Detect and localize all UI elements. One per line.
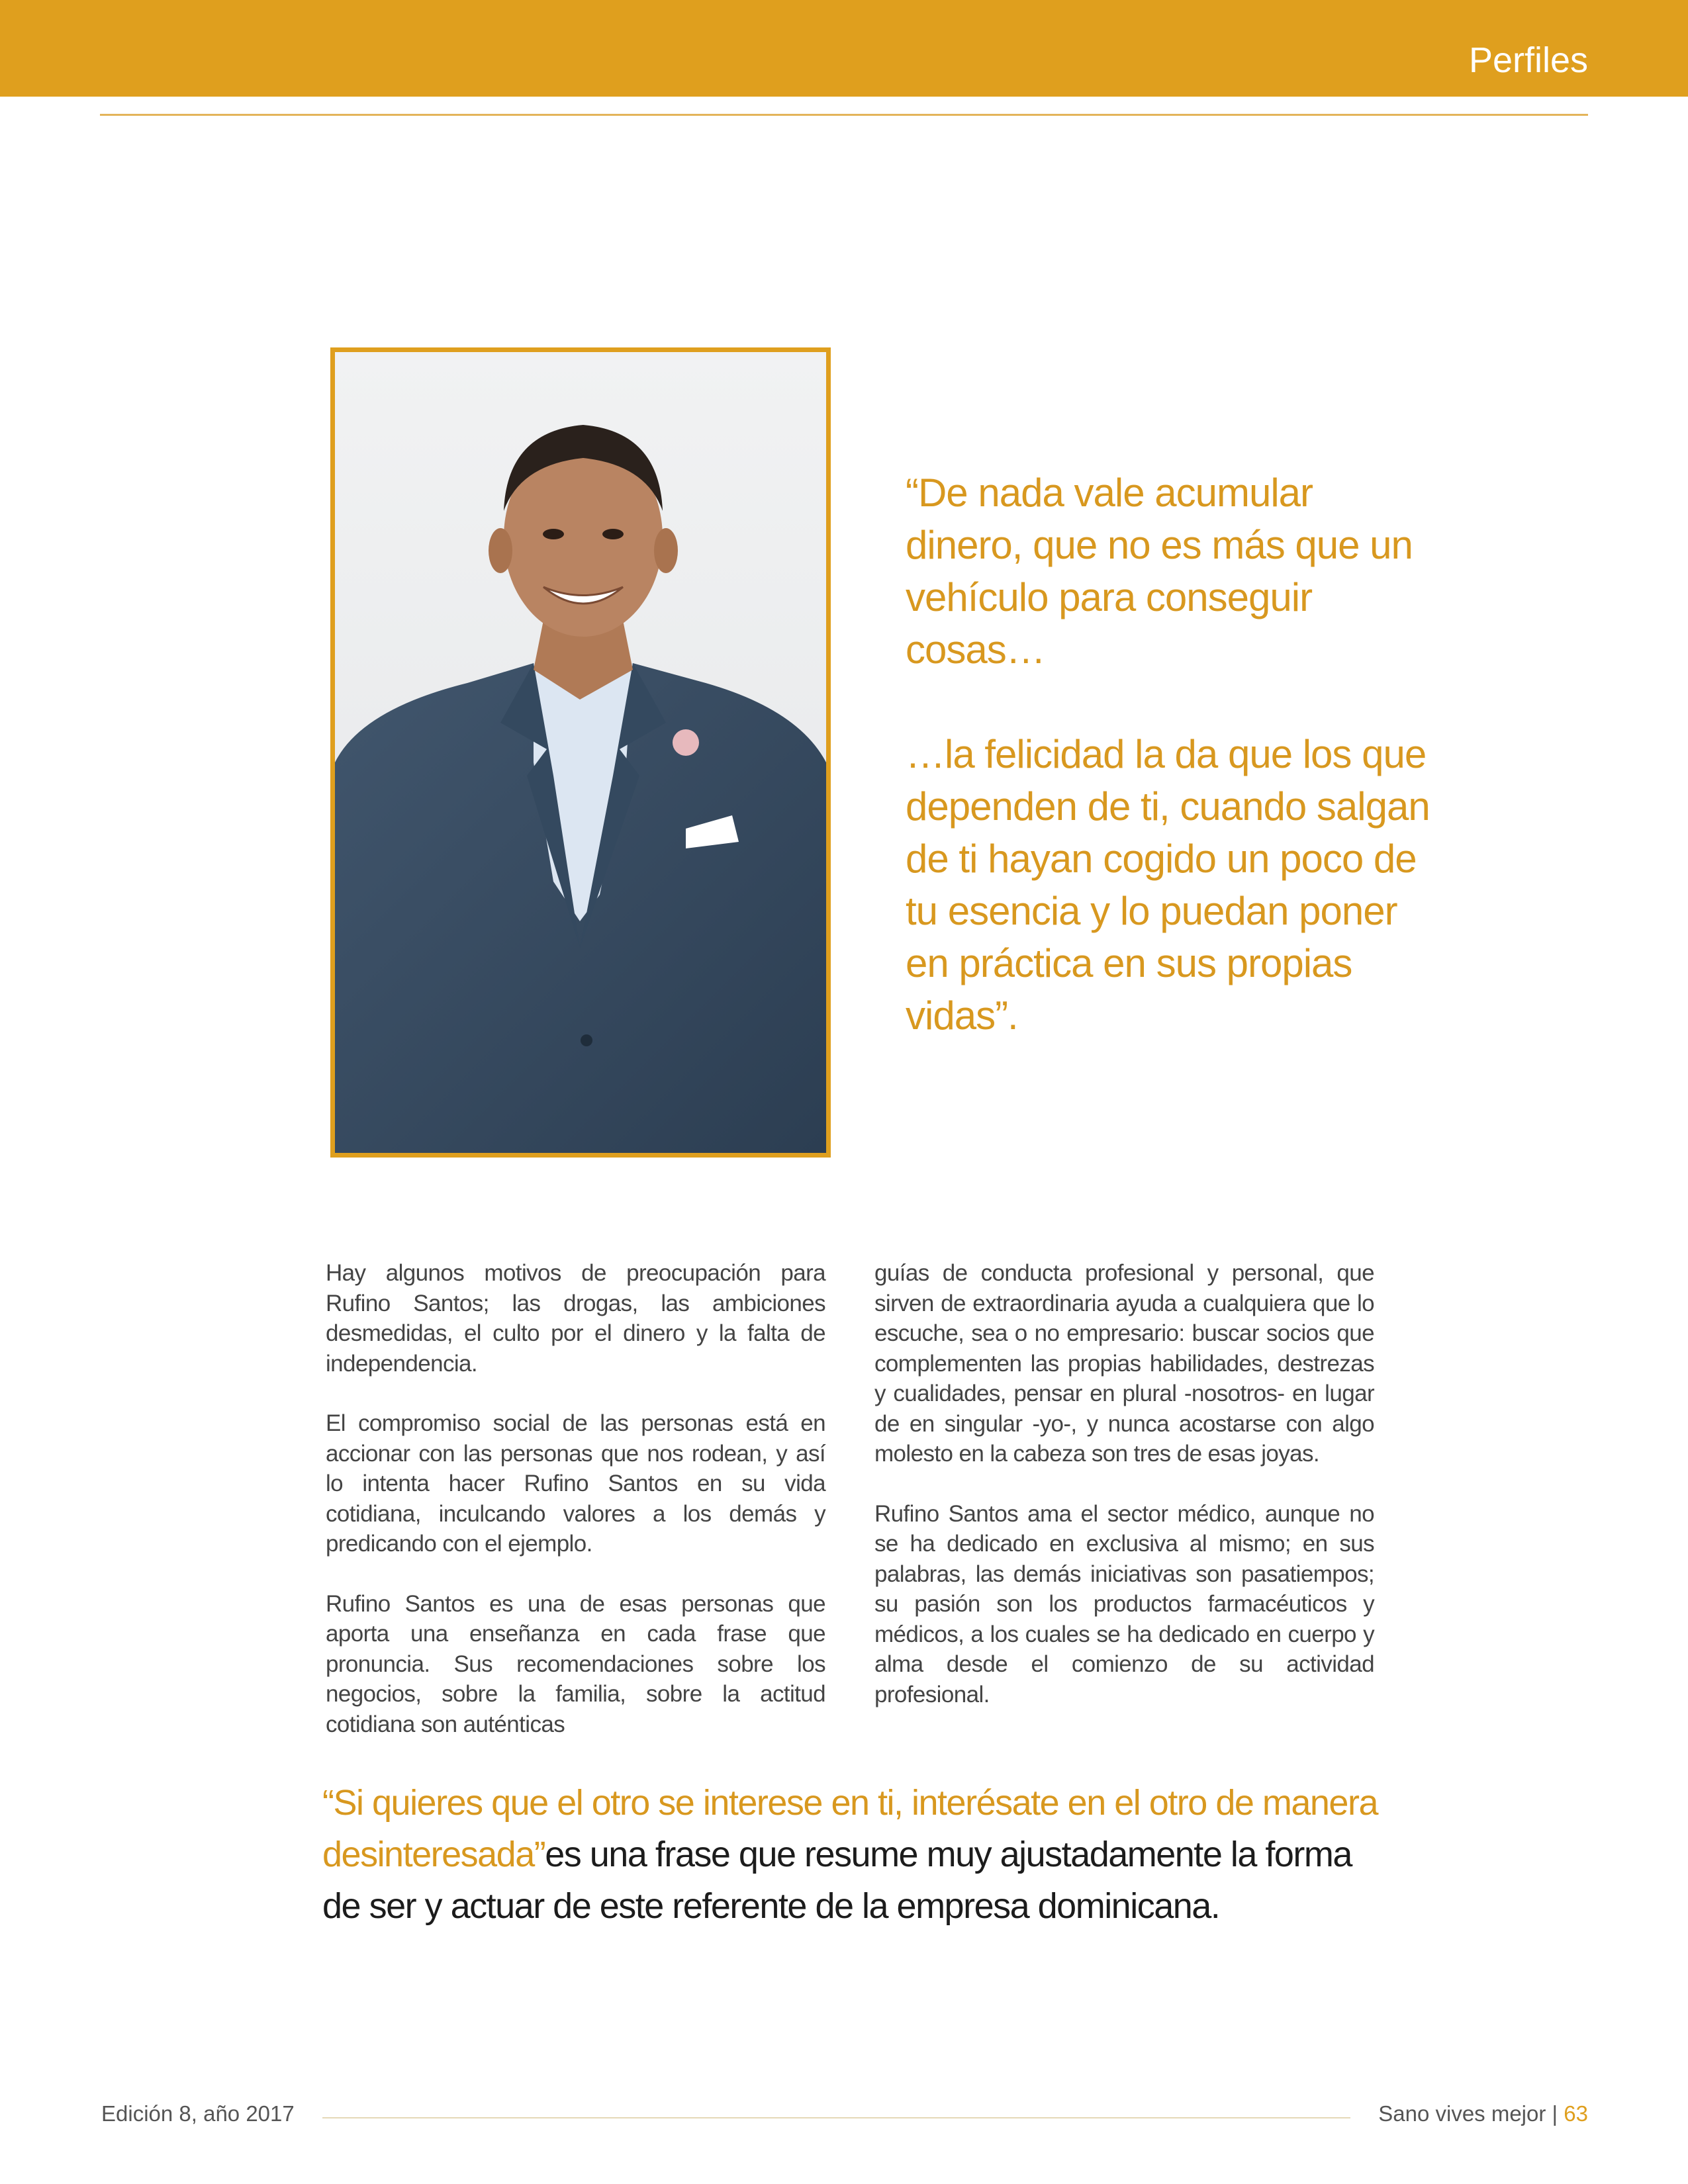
paragraph: Rufino Santos es una de esas personas que aporta una enseñanza en cada frase que pronuncia. Sus recomendaciones sobre los negocios, sobre la familia, sobre la actitud cotidiana son auténticas (326, 1590, 825, 1737)
header-divider (100, 114, 1588, 116)
pull-quote (906, 467, 1435, 1042)
paragraph: guías de conducta profesional y personal, que sirven de extraordinaria ayuda a cualquiera que lo escuche, sea o no empresario: buscar socios que complementen las propias habilidades, destrezas y cualidades, pensar en plural -nosotros- en lugar de en singular -yo-, y nunca acostarse con algo molesto en la cabeza son tres de esas joyas. (874, 1260, 1374, 1467)
closing-statement (322, 1777, 1395, 1932)
pull-quote-part-2: …la felicidad la da que los que dependen de ti, cuando salgan de ti hayan cogido un poco de tu esencia y lo puedan poner en práctica en sus propias vidas”. (906, 732, 1430, 1038)
magazine-name: Sano vives mejor | (1378, 2101, 1558, 2126)
pull-quote-part-1: “De nada vale acumular dinero, que no es más que un vehículo para conseguir cosas… (906, 471, 1413, 672)
header-bar (0, 0, 1688, 97)
portrait-photo-icon (335, 352, 826, 1153)
closing-quote: “Si quieres que el otro se interese en ti, interésate en el otro de manera desinteresada” (322, 1783, 1378, 1874)
footer-divider (322, 2117, 1350, 2118)
body-column-left (326, 1258, 825, 1769)
paragraph: El compromiso social de las personas está en accionar con las personas que nos rodean, y así lo intenta hacer Rufino Santos en su vida cotidiana, inculcando valores a los demás y predicando con el ejemplo. (326, 1410, 825, 1557)
footer-edition: Edición 8, año 2017 (101, 2101, 295, 2126)
page-number: 63 (1564, 2101, 1588, 2126)
portrait-photo (330, 347, 831, 1158)
body-column-right (874, 1258, 1374, 1739)
footer-magazine (1378, 2101, 1588, 2126)
section-title: Perfiles (1468, 40, 1588, 80)
paragraph: Rufino Santos ama el sector médico, aunque no se ha dedicado en exclusiva al mismo; en sus palabras, las demás iniciativas son pasatiempos; su pasión son los productos farmacéuticos y médicos, a los cuales se ha dedicado en cuerpo y alma desde el comienzo de su actividad profesional. (874, 1500, 1374, 1707)
closing-text: es una frase que resume muy ajustadamente la forma de ser y actuar de este referente de la empresa dominicana. (322, 1835, 1352, 1926)
paragraph: Hay algunos motivos de preocupación para Rufino Santos; las drogas, las ambiciones desmedidas, el culto por el dinero y la falta de independencia. (326, 1260, 825, 1377)
